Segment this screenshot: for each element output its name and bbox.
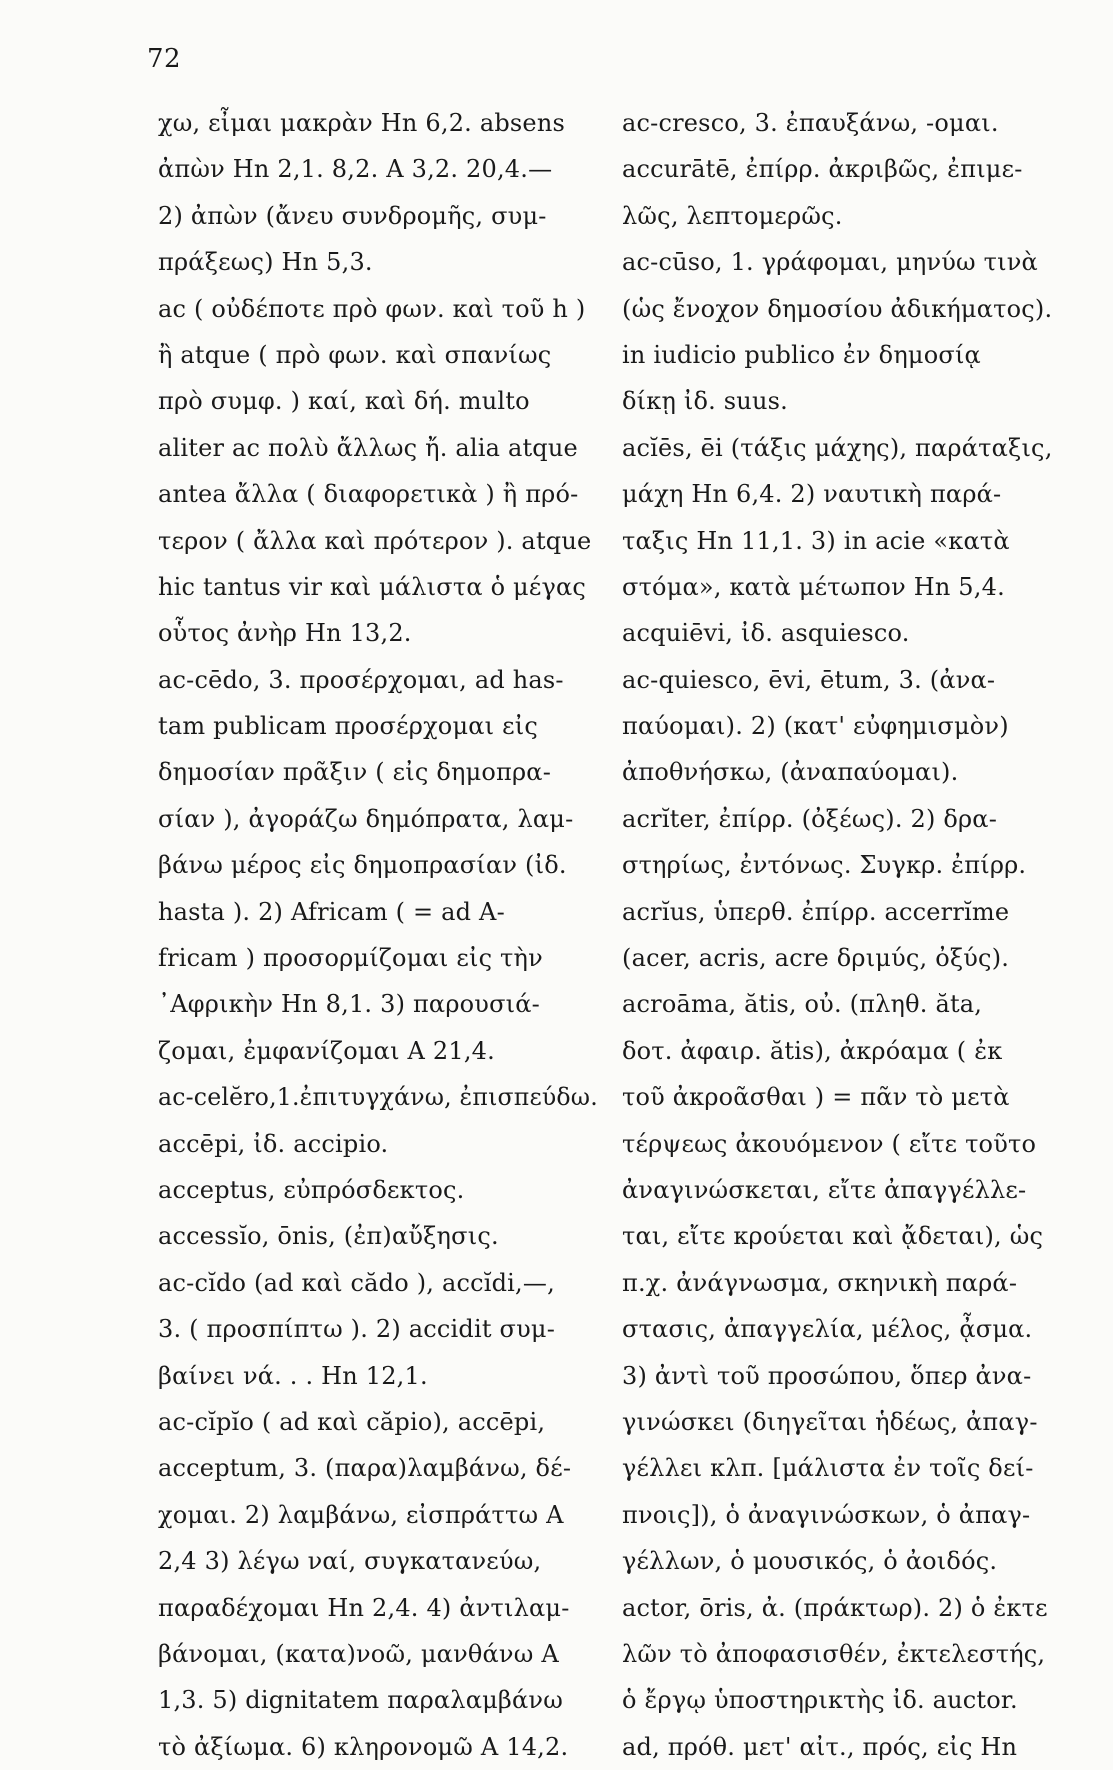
- text-line: accessĭo, ōnis, (ἐπ)αὔξησις.: [158, 1222, 499, 1251]
- text-line: acrĭter, ἐπίρρ. (ὀξέως). 2) δρα-: [622, 804, 998, 833]
- text-line: acceptus, εὐπρόσδεκτος.: [158, 1175, 465, 1204]
- text-line: ἀναγινώσκεται, εἴτε ἀπαγγέλλε-: [622, 1175, 1027, 1204]
- text-line: 2,4 3) λέγω ναί, συγκατανεύω,: [158, 1547, 542, 1576]
- text-line: ται, εἴτε κρούεται καὶ ᾄδεται), ὡς: [622, 1222, 1044, 1251]
- text-line: 1,3. 5) dignitatem παραλαμβάνω: [158, 1686, 563, 1715]
- text-line: accēpi, ἰδ. accipio.: [158, 1129, 389, 1158]
- text-line: ac-quiesco, ēvi, ētum, 3. (ἀνα-: [622, 665, 996, 694]
- text-line: 3. ( προσπίπτω ). 2) accidit συμ-: [158, 1315, 556, 1344]
- text-line: ac-cĭpĭo ( ad καὶ căpio), accēpi,: [158, 1407, 546, 1436]
- text-line: acquiēvi, ἰδ. asquiesco.: [622, 619, 910, 648]
- text-line: στηρίως, ἐντόνως. Συγκρ. ἐπίρρ.: [622, 851, 1027, 880]
- text-line: τερον ( ἄλλα καὶ πρότερον ). atque: [158, 526, 592, 555]
- text-line: δίκῃ ἰδ. suus.: [622, 387, 788, 416]
- text-line: πρὸ συμφ. ) καί, καὶ δή. multo: [158, 387, 530, 416]
- text-line: γινώσκει (διηγεῖται ἡδέως, ἀπαγ-: [622, 1407, 1038, 1436]
- text-line: βάνομαι, (κατα)νοῶ, μανθάνω A: [158, 1639, 559, 1668]
- text-line: γέλλει κλπ. [μάλιστα ἐν τοῖς δεί-: [622, 1454, 1034, 1483]
- text-line: (acer, acris, acre δριμύς, ὀξύς).: [622, 944, 1010, 973]
- text-line: (ὡς ἔνοχον δημοσίου ἀδικήματος).: [622, 294, 1053, 323]
- text-line: in iudicio publico ἐν δημοσίᾳ: [622, 340, 981, 369]
- text-line: hasta ). 2) Africam ( = ad A-: [158, 897, 505, 926]
- text-line: acrĭus, ὑπερθ. ἐπίρρ. accerrĭme: [622, 897, 1010, 926]
- text-line: ac ( οὐδέποτε πρὸ φων. καὶ τοῦ h ): [158, 294, 586, 323]
- text-line: acroāma, ătis, οὐ. (πληθ. ăta,: [622, 990, 983, 1019]
- text-line: 3) ἀντὶ τοῦ προσώπου, ὅπερ ἀνα-: [622, 1361, 1032, 1390]
- text-line: ac-celĕro,1.ἐπιτυγχάνω, ἐπισπεύδω.: [158, 1083, 598, 1112]
- text-line: δοτ. ἀφαιρ. ătis), ἀκρόαμα ( ἐκ: [622, 1036, 1003, 1065]
- text-line: γέλλων, ὁ μουσικός, ὁ ἀοιδός.: [622, 1547, 998, 1576]
- text-line: ταξις Hn 11,1. 3) in acie «κατὰ: [622, 526, 1010, 555]
- text-line: 2) ἀπὼν (ἄνευ συνδρομῆς, συμ-: [158, 201, 547, 230]
- text-line: χω, εἶμαι μακρὰν Hn 6,2. absens: [158, 109, 566, 137]
- text-line: ac-cresco, 3. ἐπαυξάνω, -ομαι.: [622, 109, 999, 137]
- text-line: acĭēs, ēi (τάξις μάχης), παράταξις,: [622, 433, 1053, 462]
- text-line: στόμα», κατὰ μέτωπον Hn 5,4.: [622, 572, 1005, 601]
- text-line: τὸ ἀξίωμα. 6) κληρονομῶ A 14,2.: [158, 1732, 569, 1761]
- text-line: aliter ac πολὺ ἄλλως ἤ. alia atque: [158, 433, 578, 462]
- text-line: βαίνει νά. . . Hn 12,1.: [158, 1361, 428, 1390]
- text-line: acceptum, 3. (παρα)λαμβάνω, δέ-: [158, 1454, 572, 1483]
- right-column: [622, 100, 1074, 1770]
- text-line: πράξεως) Hn 5,3.: [158, 248, 373, 277]
- text-line: βάνω μέρος εἰς δημοπρασίαν (ἰδ.: [158, 851, 567, 880]
- text-line: λῶς, λεπτομερῶς.: [622, 201, 843, 230]
- text-line: tam publicam προσέρχομαι εἰς: [158, 712, 538, 741]
- text-line: actor, ōris, ἀ. (πράκτωρ). 2) ὁ ἐκτε: [622, 1593, 1048, 1622]
- text-line: ad, πρόθ. μετ' αἰτ., πρός, εἰς Hn: [622, 1732, 1018, 1761]
- text-line: ἀποθνήσκω, (ἀναπαύομαι).: [622, 758, 959, 787]
- text-line: τοῦ ἀκροᾶσθαι ) = πᾶν τὸ μετὰ: [622, 1083, 1010, 1112]
- text-line: τέρψεως ἀκουόμενον ( εἴτε τοῦτο: [622, 1129, 1037, 1158]
- text-line: π.χ. ἀνάγνωσμα, σκηνικὴ παρά-: [622, 1268, 1018, 1297]
- text-line: ac-cēdo, 3. προσέρχομαι, ad has-: [158, 665, 564, 694]
- page-number: 72: [147, 44, 182, 74]
- text-line: σίαν ), ἀγοράζω δημόπρατα, λαμ-: [158, 804, 574, 833]
- text-line: πνοις]), ὁ ἀναγινώσκων, ὁ ἀπαγ-: [622, 1500, 1031, 1529]
- text-line: accurātē, ἐπίρρ. ἀκριβῶς, ἐπιμε-: [622, 155, 1023, 184]
- text-line: ἀπὼν Hn 2,1. 8,2. A 3,2. 20,4.—: [158, 155, 553, 184]
- text-line: fricam ) προσορμίζομαι εἰς τὴν: [158, 944, 543, 973]
- text-line: χομαι. 2) λαμβάνω, εἰσπράττω A: [158, 1500, 564, 1529]
- text-line: στασις, ἀπαγγελία, μέλος, ᾆσμα.: [622, 1315, 1033, 1344]
- text-line: παραδέχομαι Hn 2,4. 4) ἀντιλαμ-: [158, 1593, 570, 1622]
- text-line: hic tantus vir καὶ μάλιστα ὁ μέγας: [158, 572, 587, 601]
- text-line: δημοσίαν πρᾶξιν ( εἰς δημοπρα-: [158, 758, 552, 787]
- text-line: ζομαι, ἐμφανίζομαι A 21,4.: [158, 1036, 495, 1065]
- text-line: ac-cūso, 1. γράφομαι, μηνύω τινὰ: [622, 248, 1038, 277]
- text-line: μάχη Hn 6,4. 2) ναυτικὴ παρά-: [622, 480, 1002, 509]
- text-line: ᾿Αφρικὴν Hn 8,1. 3) παρουσιά-: [158, 990, 540, 1019]
- text-line: οὗτος ἀνὴρ Hn 13,2.: [158, 619, 412, 648]
- text-line: ἢ atque ( πρὸ φων. καὶ σπανίως: [158, 340, 552, 369]
- text-line: antea ἄλλα ( διαφορετικὰ ) ἢ πρό-: [158, 480, 579, 509]
- text-line: λῶν τὸ ἀποφασισθέν, ἐκτελεστής,: [622, 1639, 1046, 1668]
- text-line: παύομαι). 2) (κατ' εὐφημισμὸν): [622, 712, 1009, 741]
- left-column: [158, 100, 598, 1770]
- text-line: ὁ ἔργῳ ὑποστηρικτὴς ἰδ. auctor.: [622, 1686, 1018, 1715]
- text-line: ac-cĭdo (ad καὶ cădo ), accĭdi,—,: [158, 1268, 555, 1297]
